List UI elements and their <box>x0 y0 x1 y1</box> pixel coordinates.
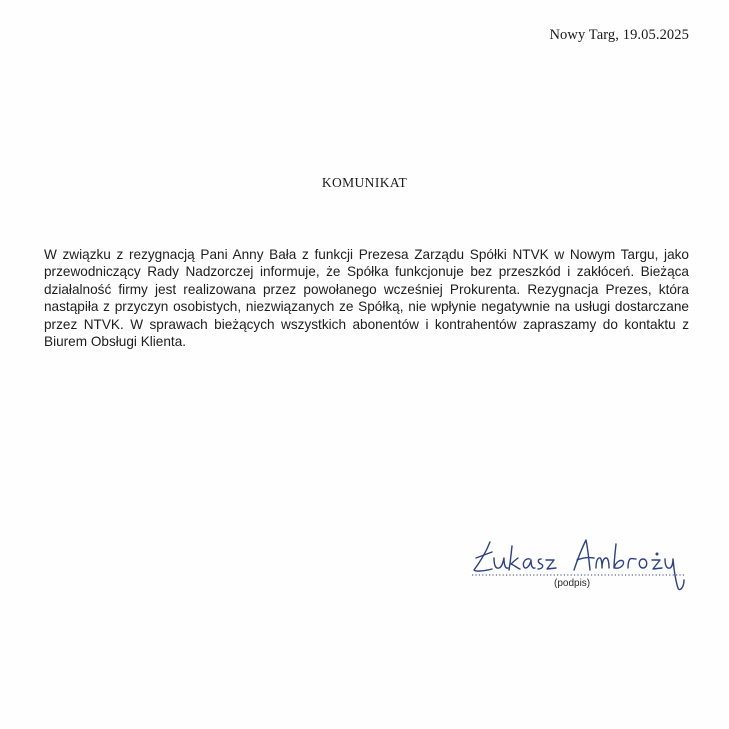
document-title: KOMUNIKAT <box>321 175 408 190</box>
document-body: W związku z rezygnacją Pani Anny Bała z funkcji Prezesa Zarządu Spółki NTVK w Nowym Targu, jako przewodniczący Rady Nadzorczej informuje, że Spółka funkcjonuje bez przeszkód i zakłóceń. Bieżąca działalność firmy jest realizowana przez powołanego wcześniej Prokurenta. Rezygnacja Prezes, która nastąpiła z przyczyn osobistych, niezwiązanych ze Spółką, nie wpłynie negatywnie na usługi dostarczane przez NTVK. W sprawach bieżących wszystkich abonentów i kontrahentów zapraszamy do kontaktu z Biurem Obsługi Klienta. <box>44 247 689 350</box>
place-date: Nowy Targ, 19.05.2025 <box>549 27 689 43</box>
signature-label: (podpis) <box>554 578 591 589</box>
signature-block <box>462 528 702 608</box>
